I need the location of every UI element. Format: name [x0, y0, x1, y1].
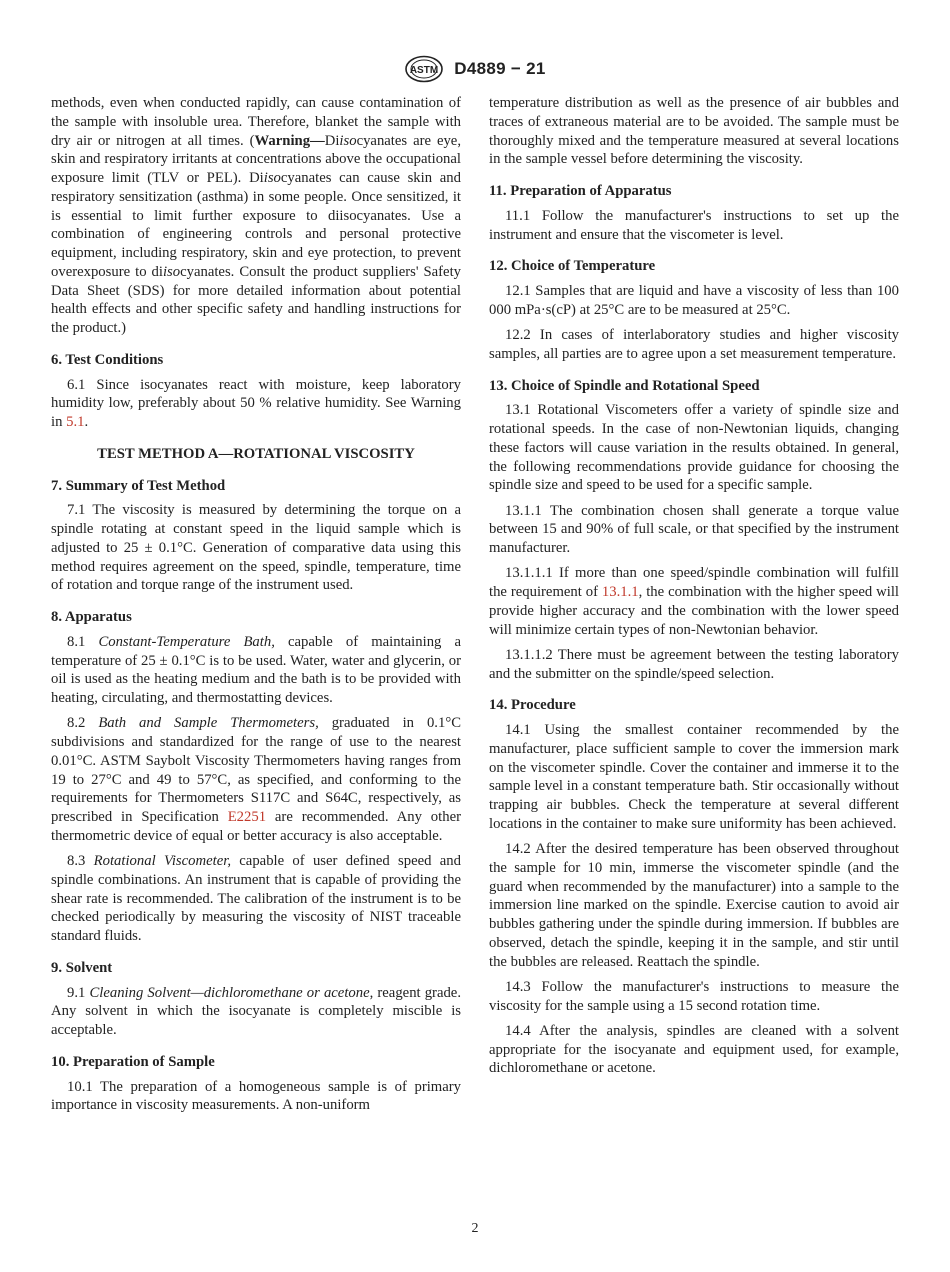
paragraph-14-3: 14.3 Follow the manufacturer's instructions to measure the viscosity for the sample using a 15 second rotation time.	[489, 978, 899, 1014]
section-heading-14: 14. Procedure	[489, 697, 576, 714]
section-heading-10: 10. Preparation of Sample	[51, 1053, 215, 1070]
paragraph-11-1: 11.1 Follow the manufacturer's instructions to set up the instrument and ensure that the viscometer is level.	[489, 207, 899, 243]
left-column	[51, 94, 461, 1122]
section-heading-8: 8. Apparatus	[51, 609, 132, 625]
section-heading-11: 11. Preparation of Apparatus	[489, 183, 672, 199]
paragraph-13-1: 13.1 Rotational Viscometers offer a variety of spindle size and rotational speeds. In the case of non-Newtonian liquids, changing these factors will cause variation in the results obtained. In general, the following recommendations provide guidance for choosing the spindle size and speed to be used for a specific sample.	[489, 402, 899, 494]
paragraph-9-1: 9.1 Cleaning Solvent—dichloromethane or acetone, reagent grade. Any solvent in which the isocyanate is completely miscible is acceptable.	[51, 984, 461, 1038]
paragraph-13-1-1: 13.1.1 The combination chosen shall generate a torque value between 15 and 90% of full scale, or that specified by the instrument manufacturer.	[489, 502, 899, 556]
paragraph-5-1-continuation: methods, even when conducted rapidly, can cause contamination of the sample with insoluble urea. Therefore, blanket the sample with dry air or nitrogen at all times. (Warning—Diisocyanates are eye, skin and respiratory irritants at concentrations above the occupational exposure limit (TLV or PEL). Diisocyanates can cause skin and respiratory sensitization (asthma) in some people. Once sensitized, it is essential to limit further exposure to diisocyanates. Use a combination of engineering controls and personal protective equipment, including respiratory, skin and eye protection, to prevent overexposure to diisocyanates. Consult the product suppliers' Safety Data Sheet (SDS) for more detailed information about potential health effects and other specific safety and handling instructions for the product.)	[51, 95, 461, 336]
paragraph-8-3: 8.3 Rotational Viscometer, capable of user defined speed and spindle combinations. An instrument that is capable of providing the shear rate is recommended. The calibration of the instrument is to be checked periodically by measuring the viscosity of NIST traceable standard fluids.	[51, 853, 461, 944]
paragraph-13-1-1-1: 13.1.1.1 If more than one speed/spindle combination will fulfill the requirement of 13.1.1, the combination with the higher speed will provide higher accuracy and the combination with the lower speed will minimize certain types of non-Newtonian behavior.	[489, 565, 899, 638]
paragraph-12-2: 12.2 In cases of interlaboratory studies and higher viscosity samples, all parties are to agree upon a set measurement temperature.	[489, 327, 899, 362]
paragraph-8-1: 8.1 Constant-Temperature Bath, capable of maintaining a temperature of 25 ± 0.1°C is to be used. Water, water and glycerin, or oil is used as the heating medium and the bath is to be provided with heating, circulating, and thermostatting devices.	[51, 633, 461, 706]
designation: D4889 − 21	[454, 59, 546, 78]
warning-label: Warning—	[254, 132, 325, 149]
right-column	[489, 94, 899, 1085]
page-number: 2	[471, 1221, 479, 1236]
paragraph-14-2: 14.2 After the desired temperature has been observed throughout the sample for 10 min, immerse the viscometer spindle (and the guard when recommended by the manufacturer) into a sample to the immersion line marked on the spindle. Exercise caution to avoid air bubbles gathering under the spindle during immersion. If bubbles are observed, detach the spindle, keeping it in the sample, and stir until the bubbles are released. Reattach the spindle.	[489, 841, 899, 970]
section-heading-9: 9. Solvent	[51, 959, 113, 976]
page-header	[0, 55, 950, 85]
paragraph-10-1-continuation: temperature distribution as well as the presence of air bubbles and traces of extraneous material are to be avoided. The sample must be thoroughly mixed and the temperature measured at several locations in the sample vessel before determining the viscosity.	[489, 95, 899, 168]
paragraph-8-2: 8.2 Bath and Sample Thermometers, graduated in 0.1°C subdivisions and standardized for the range of use to the nearest 0.01°C. ASTM Saybolt Viscosity Thermometers having ranges from 19 to 27°C and 49 to 57°C, as specified, and conforming to the requirements for Thermometers S117C and S64C, respectively, as prescribed in Specification E2251 are recommended. Any other thermometric device of equal or better accuracy is also acceptable.	[51, 715, 461, 844]
section-heading-6: 6. Test Conditions	[51, 351, 164, 368]
paragraph-10-1: 10.1 The preparation of a homogeneous sample is of primary importance in viscosity measurements. A non-uniform	[51, 1078, 461, 1114]
paragraph-7-1: 7.1 The viscosity is measured by determining the torque on a spindle rotating at constant speed in the liquid sample which is adjusted to 25 ± 0.1°C. Generation of comparative data using this method requires agreement on the speed, spindle, temperature, time of rotation and torque range of the instrument used.	[51, 502, 461, 594]
paragraph-14-1: 14.1 Using the smallest container recommended by the manufacturer, place sufficient sample to cover the immersion mark on the viscometer spindle. Cover the container and immerse it to the sample level in a constant temperature bath. Stir occasionally without trapping air bubbles. Check the temperature at several different locations in the container to make sure uniformity has been achieved.	[489, 722, 899, 832]
section-heading-7: 7. Summary of Test Method	[51, 477, 226, 494]
link-5-1[interactable]: 5.1	[66, 414, 85, 430]
section-heading-13: 13. Choice of Spindle and Rotational Speed	[489, 377, 760, 394]
link-13-1-1[interactable]: 13.1.1	[601, 584, 639, 600]
link-e2251[interactable]: E2251	[227, 809, 267, 825]
paragraph-6-1: 6.1 Since isocyanates react with moisture, keep laboratory humidity low, preferably about 50 % relative humidity. See Warning in 5.1.	[51, 376, 461, 430]
section-heading-12: 12. Choice of Temperature	[489, 258, 656, 275]
paragraph-12-1: 12.1 Samples that are liquid and have a viscosity of less than 100 000 mPa·s(cP) at 25°C are to be measured at 25°C.	[489, 283, 899, 318]
method-title: TEST METHOD A—ROTATIONAL VISCOSITY	[97, 445, 415, 462]
astm-logo-icon	[404, 55, 444, 83]
paragraph-13-1-1-2: 13.1.1.2 There must be agreement between the testing laboratory and the submitter on the spindle/speed selection.	[489, 646, 899, 682]
svg-text:ASTM: ASTM	[410, 65, 439, 76]
paragraph-14-4: 14.4 After the analysis, spindles are cleaned with a solvent appropriate for the isocyanate and equipment used, for example, dichloromethane or acetone.	[489, 1022, 899, 1077]
